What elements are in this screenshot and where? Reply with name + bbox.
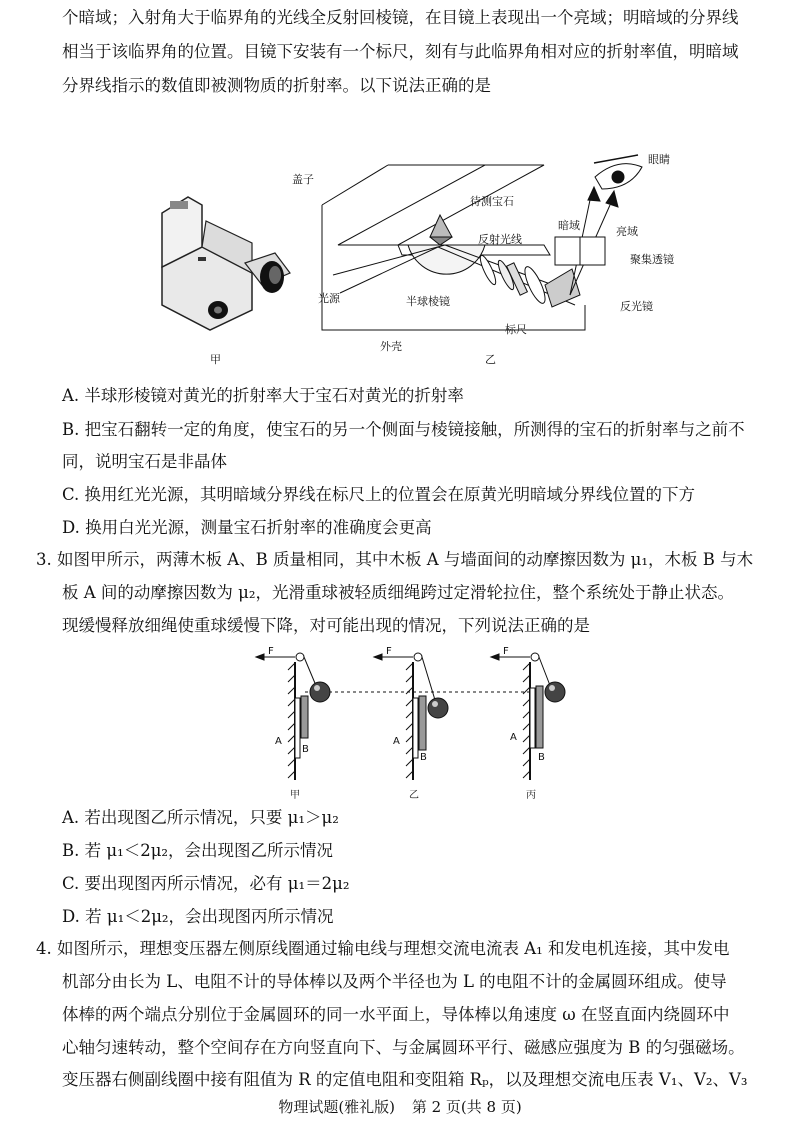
q3-option-c: C. 要出现图丙所示情况，必有 μ₁＝2μ₂ [62, 874, 350, 893]
intro-line-1: 个暗域；入射角大于临界角的光线全反射回棱镜，在目镜上表现出一个亮域；明暗域的分界线 [62, 8, 739, 27]
label-reflected: 反射光线 [478, 233, 522, 246]
panel-3-caption: 丙 [526, 790, 536, 800]
panel-3-force-label: F [503, 646, 509, 657]
intro-line-3: 分界线指示的数值即被测物质的折射率。以下说法正确的是 [62, 76, 491, 95]
panel-2-board-a: A [393, 736, 400, 747]
label-scale: 标尺 [505, 323, 527, 336]
figure2-panel-1 [256, 646, 330, 800]
figure1-caption-left: 甲 [210, 353, 221, 366]
page-footer [0, 1096, 800, 1117]
label-dark: 暗域 [558, 219, 580, 232]
q3-stem-line-2: 板 A 间的动摩擦因数为 μ₂，光滑重球被轻质细绳跨过定滑轮拉住，整个系统处于静止状态。 [62, 583, 734, 602]
figure1-caption-right: 乙 [485, 353, 496, 366]
q3-stem-line-3: 现缓慢释放细绳使重球缓慢下降，对可能出现的情况，下列说法正确的是 [62, 616, 590, 635]
label-prism: 半球棱镜 [406, 295, 450, 308]
panel-3-board-b: B [538, 752, 545, 763]
label-mirror: 反光镜 [620, 300, 653, 313]
panel-1-board-a: A [275, 736, 282, 747]
panel-1-caption: 甲 [290, 790, 300, 800]
q4-stem-line-1: 4. 如图所示，理想变压器左侧原线圈通过输电线与理想交流电流表 A₁ 和发电机连接，其中发电 [36, 939, 730, 958]
label-gem: 待测宝石 [470, 195, 514, 208]
q2-option-a: A. 半球形棱镜对黄光的折射率大于宝石对黄光的折射率 [62, 386, 464, 405]
panel-2-force-label: F [386, 646, 392, 657]
panel-2-caption: 乙 [409, 790, 419, 800]
label-lens: 聚集透镜 [630, 253, 674, 266]
figure2-panel-2 [374, 646, 448, 800]
label-eye: 眼睛 [648, 153, 670, 166]
wall-board-figure [240, 640, 570, 800]
q3-stem-line-1: 3. 如图甲所示，两薄木板 A、B 质量相同，其中木板 A 与墙面间的动摩擦因数为 μ₁，木板 B 与木 [36, 550, 754, 569]
q2-option-b: B. 把宝石翻转一定的角度，使宝石的另一个侧面与棱镜接触，所测得的宝石的折射率与之前不 [62, 420, 745, 439]
refractometer-device-photo [162, 197, 290, 366]
q4-stem-line-5: 变压器右侧副线圈中接有阻值为 R 的定值电阻和变阻箱 Rₚ，以及理想交流电压表 V₁、V₂、V₃ [62, 1070, 748, 1089]
q3-option-a: A. 若出现图乙所示情况，只要 μ₁＞μ₂ [62, 808, 339, 827]
panel-2-board-b: B [420, 752, 427, 763]
q2-option-b-cont: 同，说明宝石是非晶体 [62, 452, 227, 471]
q3-option-b: B. 若 μ₁＜2μ₂，会出现图乙所示情况 [62, 841, 334, 860]
q4-stem-line-2: 机部分由长为 L、电阻不计的导体棒以及两个半径也为 L 的电阻不计的金属圆环组成。使导 [62, 972, 727, 991]
q3-option-d: D. 若 μ₁＜2μ₂，会出现图丙所示情况 [62, 907, 334, 926]
label-source: 光源 [318, 292, 340, 305]
panel-1-force-label: F [268, 646, 274, 657]
q4-stem-line-4: 心轴匀速转动，整个空间存在方向竖直向下、与金属圆环平行、磁感应强度为 B 的匀强磁场。 [62, 1038, 745, 1057]
panel-1-board-b: B [302, 744, 309, 755]
label-bright: 亮域 [616, 225, 638, 238]
footer-page-number: 第 2 页(共 8 页) [411, 1098, 522, 1116]
figure2-panel-3 [491, 646, 565, 800]
label-lid: 盖子 [292, 173, 314, 186]
q2-option-d: D. 换用白光光源，测量宝石折射率的准确度会更高 [62, 518, 432, 537]
q2-option-c: C. 换用红光光源，其明暗域分界线在标尺上的位置会在原黄光明暗域分界线位置的下方 [62, 485, 696, 504]
q4-stem-line-3: 体棒的两个端点分别位于金属圆环的同一水平面上，导体棒以角速度 ω 在竖直面内绕圆环中 [62, 1005, 730, 1024]
label-shell: 外壳 [380, 340, 402, 353]
refractometer-figure [140, 145, 700, 370]
panel-3-board-a: A [510, 732, 517, 743]
footer-title: 物理试题(雅礼版) [278, 1098, 396, 1116]
intro-line-2: 相当于该临界角的位置。目镜下安装有一个标尺，刻有与此临界角相对应的折射率值，明暗域 [62, 42, 739, 61]
